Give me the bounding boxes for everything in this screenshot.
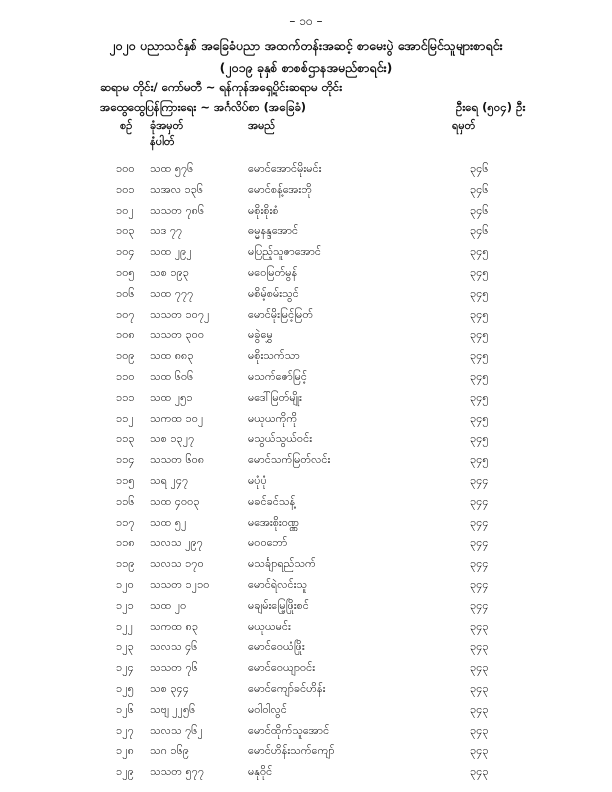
table-row — [0, 514, 612, 535]
roll-number: သသတ ၇၈၆ — [150, 203, 205, 217]
table-row — [0, 347, 612, 368]
row-number: ၁၀၄ — [116, 245, 135, 259]
roll-number: သထ ၈၈၃ — [150, 349, 194, 363]
student-name: မချမ်းမြေ့ဖြိုးစင် — [248, 598, 309, 612]
column-header-name: အမည် — [248, 119, 276, 132]
row-number: ၁၂၈ — [116, 744, 134, 758]
table-row — [0, 472, 612, 493]
table-row — [0, 555, 612, 576]
results-list — [0, 160, 612, 784]
marks-value: ၃၄၃ — [470, 765, 489, 779]
subject-line: အထွေထွေပြန်ကြားရေး ~ အင်္ဂလိပ်စာ (အခြေခံ) — [100, 100, 307, 114]
roll-number: သကထ ၈၃ — [150, 619, 199, 633]
roll-number: သထ ၇၇၇ — [150, 286, 194, 300]
marks-value: ၃၄၅ — [470, 453, 489, 467]
roll-number: သသတ ၅၇၇ — [150, 765, 205, 779]
table-row — [0, 430, 612, 451]
table-row — [0, 410, 612, 431]
table-row — [0, 285, 612, 306]
table-row — [0, 181, 612, 202]
student-name: မောင်သက်မြတ်လင်း — [248, 453, 331, 467]
table-row — [0, 618, 612, 639]
roll-number: သလသ ၂၉၇ — [150, 536, 203, 550]
student-name: မောင်ထိုက်သူအောင် — [248, 723, 330, 737]
table-row — [0, 202, 612, 223]
marks-value: ၃၄၃ — [470, 619, 489, 633]
page-number: – ၁၀ – — [289, 14, 323, 28]
marks-value: ၃၄၅ — [470, 432, 489, 446]
roll-number: သရ ၂၄၇ — [150, 473, 189, 487]
student-name: မဒေါ်မြတ်မျိုး — [248, 390, 302, 404]
row-number: ၁၀၆ — [116, 286, 135, 300]
table-row — [0, 243, 612, 264]
student-name: မောင်အောင်မိုးမင်း — [248, 162, 322, 175]
student-name: မောင်ဝေယျာဝင်း — [248, 661, 316, 675]
student-name: မောင်မိုးမြင့်မြတ် — [248, 307, 314, 321]
marks-value: ၃၄၆ — [470, 224, 489, 238]
marks-value: ၃၄၄ — [470, 536, 489, 550]
row-number: ၁၂၉ — [116, 765, 134, 779]
student-name: မစိုးစိုးစံ — [248, 203, 279, 217]
roll-number: သထ ၆၀၆ — [150, 369, 194, 383]
table-row — [0, 597, 612, 618]
row-number: ၁၂၃ — [116, 640, 134, 654]
roll-number: သထ ၅၇၆ — [150, 162, 194, 175]
marks-value: ၃၄၅ — [470, 390, 489, 404]
table-row — [0, 222, 612, 243]
row-number: ၁၂၄ — [116, 661, 134, 675]
student-name: မယုယကိုကို — [248, 411, 298, 425]
marks-value: ၃၄၅ — [470, 369, 489, 383]
row-number: ၁၁၅ — [116, 473, 135, 487]
student-name: မသက်ဇော်မြင့် — [248, 369, 307, 383]
marks-value: ၃၄၆ — [470, 203, 489, 217]
table-row — [0, 576, 612, 597]
row-number: ၁၁၁ — [116, 390, 135, 404]
row-number: ၁၀၁ — [116, 182, 135, 196]
marks-value: ၃၄၄ — [470, 557, 489, 571]
row-number: ၁၁၇ — [116, 515, 135, 529]
student-name: မဝါဝါလွင် — [248, 702, 287, 716]
student-name: မောင်ရဲလင်းသူ — [248, 577, 308, 591]
roll-number: သထ ၂၀ — [150, 598, 187, 612]
student-name: မောင်စန့်အေးဘို — [248, 182, 312, 196]
roll-number: သထ ၂၅၁ — [150, 390, 193, 404]
student-name: မခင်ခင်သန့် — [248, 494, 296, 508]
marks-value: ၃၄၅ — [470, 307, 489, 321]
roll-number: သလသ ၁၇၀ — [150, 557, 204, 571]
row-number: ၁၁၂ — [116, 411, 134, 425]
table-row — [0, 451, 612, 472]
roll-number: သအလ ၁၃၆ — [150, 182, 204, 196]
column-header-roll: ခုံအမှတ် — [150, 119, 184, 132]
student-name: ဓမ္မနန္ဒအောင် — [248, 224, 299, 238]
roll-number: သစ ၃၄၄ — [150, 681, 189, 695]
student-name: မယုယမင်း — [248, 619, 291, 633]
table-row — [0, 659, 612, 680]
roll-number: သသတ ၁၂၁၀ — [150, 577, 210, 591]
table-row — [0, 638, 612, 659]
marks-value: ၃၄၄ — [470, 598, 489, 612]
row-number: ၁၁၆ — [116, 494, 135, 508]
marks-value: ၃၄၃ — [470, 681, 489, 695]
region-line: ဆရာမ တိုင်း/ ကော်မတီ ~ ရန်ကုန်အရှေ့ပိုင်းဆရာမ တိုင်း — [100, 80, 343, 94]
table-row — [0, 264, 612, 285]
row-number: ၁၁၀ — [116, 369, 135, 383]
table-row — [0, 534, 612, 555]
count-line: ဦးရေ (၅၀၄) ဦး — [456, 100, 526, 114]
table-row — [0, 326, 612, 347]
student-name: မနုဝိုင် — [248, 765, 273, 779]
student-name: မပုံပုံ — [248, 473, 267, 487]
row-number: ၁၀၈ — [116, 328, 135, 342]
roll-number: သသတ ၁၀၇၂ — [150, 307, 210, 321]
row-number: ၁၂၇ — [116, 723, 134, 737]
student-name: မခွဲမွှေ — [248, 328, 273, 342]
row-number: ၁၁၄ — [116, 453, 135, 467]
student-name: မောင်ကျော်ခင်ဟိန်း — [248, 681, 326, 695]
marks-value: ၃၄၅ — [470, 286, 489, 300]
row-number: ၁၀၉ — [116, 349, 135, 363]
student-name: မောင်ဝေယံဖြိုး — [248, 640, 305, 654]
roll-number: သဂ ၁၆၉ — [150, 744, 189, 758]
row-number: ၁၁၈ — [116, 536, 135, 550]
marks-value: ၃၄၄ — [470, 494, 489, 508]
student-name: မသွယ်သွယ်ဝင်း — [248, 432, 312, 446]
student-name: မစိုးသက်သာ — [248, 349, 300, 363]
student-name: မစိမ့်စမ်းသွင် — [248, 286, 299, 300]
column-header-marks: ရမှတ် — [452, 119, 476, 132]
marks-value: ၃၄၆ — [470, 162, 489, 175]
table-row — [0, 368, 612, 389]
student-name: မဝေမြတ်မွန် — [248, 265, 298, 279]
marks-value: ၃၄၃ — [470, 702, 489, 716]
row-number: ၁၂၆ — [116, 702, 134, 716]
marks-value: ၃၄၃ — [470, 661, 489, 675]
roll-number: သစ ၁၉၃ — [150, 265, 189, 279]
column-header-no: စဉ် — [120, 119, 133, 132]
marks-value: ၃၄၅ — [470, 245, 489, 259]
row-number: ၁၀၅ — [116, 265, 135, 279]
roll-number: သထ ၄၀၀၃ — [150, 494, 200, 508]
marks-value: ၃၄၄ — [470, 515, 489, 529]
marks-value: ၃၄၄ — [470, 577, 489, 591]
marks-value: ၃၄၅ — [470, 411, 489, 425]
roll-number: သထ ၂၉၂ — [150, 245, 192, 259]
roll-number: သဒ ၇၇ — [150, 224, 183, 238]
table-row — [0, 680, 612, 701]
marks-value: ၃၄၃ — [470, 723, 489, 737]
roll-number: သကထ ၁၀၂ — [150, 411, 204, 425]
marks-value: ၃၄၃ — [470, 640, 489, 654]
table-row — [0, 160, 612, 181]
roll-number: သလသ ၄၆ — [150, 640, 198, 654]
row-number: ၁၀၀ — [116, 162, 135, 175]
roll-number: သသတ ၃၀၀ — [150, 328, 205, 342]
marks-value: ၃၄၅ — [470, 328, 489, 342]
column-header-roll-sub: နံပါတ် — [150, 135, 175, 148]
student-name: မောင်ဟိန်းသက်ကျော် — [248, 744, 335, 758]
table-row — [0, 742, 612, 763]
roll-number: သစ ၁၃၂၇ — [150, 432, 195, 446]
roll-number: သသတ ၆၀၈ — [150, 453, 205, 467]
marks-value: ၃၄၃ — [470, 744, 489, 758]
row-number: ၁၀၃ — [116, 224, 135, 238]
row-number: ၁၁၉ — [116, 557, 135, 571]
table-row — [0, 306, 612, 327]
student-name: မသင်္ချာရည်သက် — [248, 557, 316, 571]
row-number: ၁၂၁ — [116, 598, 134, 612]
roll-number: သဗျ ၂၂၅၆ — [150, 702, 196, 716]
student-name: မဝဝဘော် — [248, 536, 288, 550]
row-number: ၁၀၂ — [116, 203, 134, 217]
marks-value: ၃၄၅ — [470, 349, 489, 363]
marks-value: ၃၄၆ — [470, 182, 489, 196]
roll-number: သသတ ၇၆ — [150, 661, 198, 675]
table-row — [0, 763, 612, 784]
page-title: ၂၀၂၀ ပညာသင်နှစ် အခြေခံပညာ အထက်တန်းအဆင့် စာမေးပွဲ အောင်မြင်သူများစာရင်း — [109, 38, 503, 53]
page-subtitle: (၂၀၁၉ ခုနှစ် စာစစ်ဌာနအမည်စာရင်း) — [219, 60, 393, 75]
row-number: ၁၁၃ — [116, 432, 135, 446]
marks-value: ၃၄၄ — [470, 473, 489, 487]
marks-value: ၃၄၅ — [470, 265, 489, 279]
row-number: ၁၂၅ — [116, 681, 134, 695]
roll-number: သလသ ၇၆၂ — [150, 723, 203, 737]
roll-number: သထ ၅၂ — [150, 515, 187, 529]
table-row — [0, 722, 612, 743]
table-row — [0, 389, 612, 410]
table-row — [0, 493, 612, 514]
table-row — [0, 701, 612, 722]
row-number: ၁၂၂ — [116, 619, 133, 633]
student-name: မအေးစိုးဝဏ္ဏ — [248, 515, 299, 529]
row-number: ၁၀၇ — [116, 307, 135, 321]
row-number: ၁၂၀ — [116, 577, 134, 591]
student-name: မပြည့်သူဇာအောင် — [248, 245, 322, 259]
